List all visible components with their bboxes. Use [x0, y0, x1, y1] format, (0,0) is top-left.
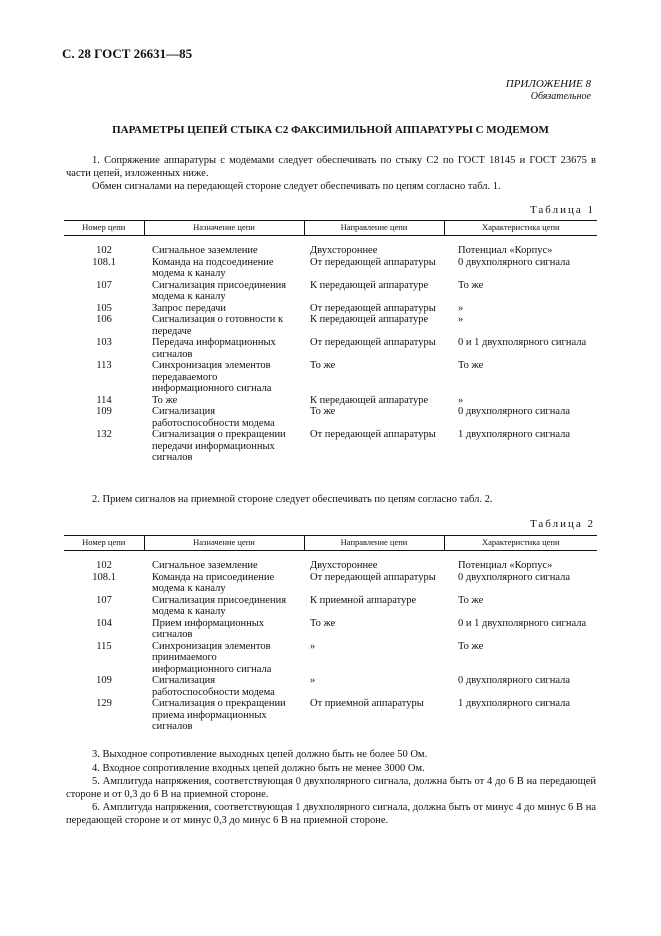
cell-number: 109 [96, 675, 112, 686]
table-row [64, 280, 597, 303]
cell-number: 107 [96, 279, 112, 291]
cell-purpose: Сигнализация присоединения модема к каналу [152, 279, 287, 302]
cell-characteristic: » [458, 314, 464, 325]
cell-direction: Двухстороннее [310, 560, 378, 571]
cell-direction: К передающей аппаратуре [310, 394, 429, 406]
cell-characteristic: Потенциал «Корпус» [458, 245, 553, 256]
cell-purpose: Сигнализация присоединения модема к каналу [152, 594, 287, 617]
cell-characteristic: То же [458, 640, 484, 652]
cell-direction: К передающей аппаратуре [310, 314, 429, 325]
cell-number: 109 [96, 406, 112, 417]
table-row [64, 595, 597, 618]
table-1 [64, 220, 597, 464]
table-row [64, 560, 597, 572]
cell-number: 108.1 [92, 256, 116, 268]
cell-direction: То же [310, 617, 336, 629]
table-2 [64, 535, 597, 733]
cell-characteristic: 0 двухполярного сигнала [458, 571, 571, 583]
spacer-row [64, 551, 597, 561]
cell-purpose: То же [152, 394, 178, 406]
cell-purpose: Сигнализация о прекращении передачи информационных сигналов [152, 429, 286, 463]
document-title: ПАРАМЕТРЫ ЦЕПЕЙ СТЫКА С2 ФАКСИМИЛЬНОЙ АППАРАТУРЫ С МОДЕМОМ [112, 124, 549, 136]
cell-number: 107 [96, 594, 112, 606]
cell-number: 106 [96, 314, 112, 325]
cell-direction: » [310, 640, 316, 652]
cell-purpose: Синхронизация элементов принимаемого информационного сигнала [152, 640, 272, 675]
cell-number: 105 [96, 302, 112, 314]
paragraph-4: 4. Входное сопротивление входных цепей должно быть не менее 3000 Ом. [92, 763, 425, 774]
col-header-number: Номер цепи [64, 221, 144, 236]
cell-characteristic: 0 и 1 двухполярного сигнала [458, 337, 587, 348]
cell-number: 103 [96, 337, 112, 348]
cell-number: 115 [96, 640, 112, 652]
paragraph-5: 5. Амплитуда напряжения, соответствующая 0 двухполярного сигнала, должна быть от 4 до 6 В на передающей стороне и от 0,3 до 6 В на приемной стороне. [66, 776, 596, 800]
cell-characteristic: То же [458, 360, 484, 371]
col-header-direction: Направление цепи [304, 221, 444, 236]
spacer-row [64, 236, 597, 246]
cell-direction: К приемной аппаратуре [310, 594, 417, 606]
cell-direction: То же [310, 360, 336, 371]
cell-direction: Двухстороннее [310, 245, 378, 256]
cell-characteristic: 0 двухполярного сигнала [458, 256, 571, 268]
cell-number: 108.1 [92, 571, 116, 583]
paragraph-6: 6. Амплитуда напряжения, соответствующая 1 двухполярного сигнала, должна быть от минус 4 до минус 6 В на передающей стороне и от минус 0,3 до минус 6 В на приемной стороне. [66, 802, 596, 826]
cell-number: 132 [96, 429, 112, 440]
col-header-characteristic: Характеристика цепи [444, 221, 597, 236]
table-row [64, 675, 597, 698]
cell-characteristic: 0 двухполярного сигнала [458, 406, 571, 417]
cell-direction: К передающей аппаратуре [310, 279, 429, 291]
cell-characteristic: 1 двухполярного сигнала [458, 429, 571, 440]
table-row [64, 641, 597, 676]
cell-purpose: Сигнальное заземление [152, 245, 258, 256]
cell-direction: » [310, 675, 316, 686]
cell-characteristic: » [458, 302, 464, 314]
cell-number: 113 [96, 360, 112, 371]
table-row [64, 429, 597, 464]
col-header-purpose: Назначение цепи [144, 221, 304, 236]
cell-purpose: Сигнализация работоспособности модема [152, 675, 275, 698]
cell-number: 102 [96, 560, 112, 571]
cell-number: 129 [96, 698, 112, 709]
col-header-characteristic: Характеристика цепи [444, 536, 597, 551]
appendix-block [506, 78, 591, 102]
col-header-purpose: Назначение цепи [144, 536, 304, 551]
cell-direction: От передающей аппаратуры [310, 429, 436, 440]
cell-purpose: Сигнальное заземление [152, 560, 258, 571]
cell-direction: От приемной аппаратуры [310, 698, 424, 709]
cell-direction: От передающей аппаратуры [310, 302, 436, 314]
cell-purpose: Прием информационных сигналов [152, 617, 265, 640]
cell-direction: От передающей аппаратуры [310, 337, 436, 348]
cell-characteristic: » [458, 394, 464, 406]
col-header-direction: Направление цепи [304, 536, 444, 551]
table-row [64, 245, 597, 257]
cell-characteristic: 0 двухполярного сигнала [458, 675, 571, 686]
cell-number: 114 [96, 394, 112, 406]
paragraph-2: 2. Прием сигналов на приемной стороне следует обеспечивать по цепям согласно табл. 2. [92, 494, 493, 505]
cell-characteristic: 0 и 1 двухполярного сигнала [458, 617, 587, 629]
cell-direction: От передающей аппаратуры [310, 256, 436, 268]
table-row [64, 314, 597, 337]
cell-purpose: Сигнализация о прекращении приема информационных сигналов [152, 698, 286, 732]
cell-number: 104 [96, 617, 112, 629]
appendix-status: Обязательное [530, 91, 591, 102]
cell-characteristic: То же [458, 594, 484, 606]
cell-purpose: Сигнализация о готовности к передаче [152, 314, 284, 337]
cell-purpose: Команда на подсоединение модема к каналу [152, 256, 274, 279]
page-header: С. 28 ГОСТ 26631—85 [62, 46, 193, 61]
table1-caption: Таблица 1 [529, 204, 595, 216]
cell-characteristic: 1 двухполярного сигнала [458, 698, 571, 709]
table-row [64, 698, 597, 733]
table-row [64, 618, 597, 641]
table-row [64, 572, 597, 595]
cell-purpose: Синхронизация элементов передаваемого информационного сигнала [152, 360, 272, 394]
cell-purpose: Запрос передачи [152, 302, 226, 314]
cell-characteristic: То же [458, 279, 484, 291]
cell-direction: От передающей аппаратуры [310, 571, 436, 583]
table-row [64, 395, 597, 407]
cell-purpose: Сигнализация работоспособности модема [152, 406, 275, 429]
paragraph-3: 3. Выходное сопротивление выходных цепей должно быть не более 50 Ом. [92, 749, 428, 760]
table-row [64, 303, 597, 315]
cell-purpose: Команда на присоединение модема к каналу [152, 571, 275, 594]
cell-characteristic: Потенциал «Корпус» [458, 560, 553, 571]
table-row [64, 257, 597, 280]
table2-caption: Таблица 2 [529, 518, 595, 530]
cell-direction: То же [310, 406, 336, 417]
cell-number: 102 [96, 245, 112, 256]
appendix-label: ПРИЛОЖЕНИЕ 8 [505, 78, 591, 90]
cell-purpose: Передача информационных сигналов [152, 337, 276, 360]
table-row [64, 337, 597, 360]
col-header-number: Номер цепи [64, 536, 144, 551]
table-row [64, 406, 597, 429]
paragraph-1: 1. Сопряжение аппаратуры с модемами следует обеспечивать по стыку С2 по ГОСТ 18145 и ГОСТ 23675 в части цепей, изложенных ниже. [66, 155, 596, 179]
paragraph-1b: Обмен сигналами на передающей стороне следует обеспечивать по цепям согласно табл. 1. [92, 181, 501, 192]
table-row [64, 360, 597, 395]
